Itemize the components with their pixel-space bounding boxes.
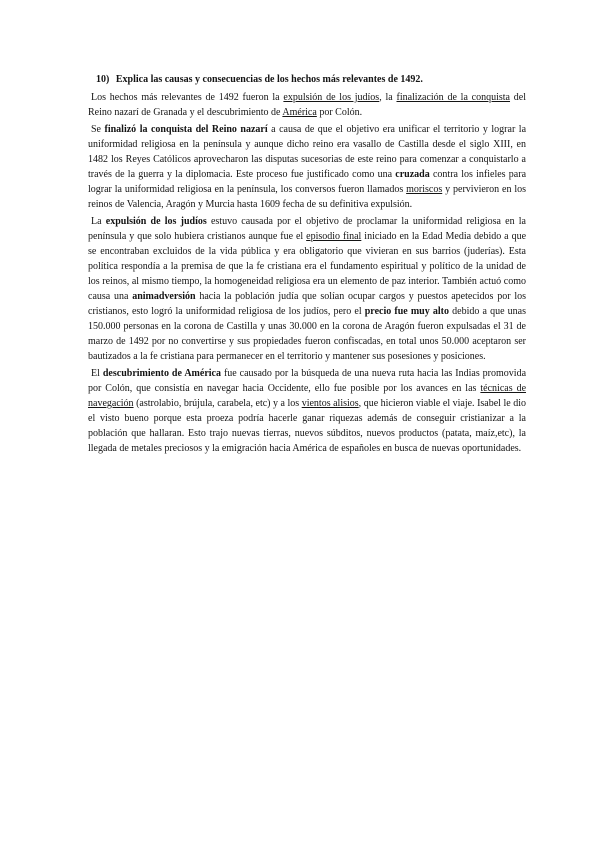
text-run: fue causado por la búsqueda de una nueva ruta hacia las Indias promovida por Colón, que consistía en navegar hacia Occidente, ello fue posible por los avances en las	[88, 368, 527, 394]
bold-term: animadversión	[132, 291, 196, 302]
text-run: del Reino nazarí de Granada y el descubrimiento de	[88, 92, 527, 118]
paragraph-descubrimiento	[88, 366, 526, 456]
text-run: iniciado en la Edad Media debido a que se encontraban excluidos de la vida pública y era obligatorio que vivieran en sus barrios (juderías). Esta política respondía a la premisa de que la fe cristiana era el fundamento espiritual y político de la unidad de los reinos, al mismo tiempo, la homogeneidad religiosa era un elemento de paz interior. También actuó como causa una	[88, 231, 527, 302]
text-run: estuvo causada por el objetivo de proclamar la uniformidad religiosa en la península y que solo hubiera cristianos aunque fue el	[88, 216, 526, 242]
underlined-term: vientos alisios	[301, 398, 359, 409]
bold-term: expulsión de los judíos	[105, 216, 207, 227]
underlined-term: episodio final	[306, 231, 362, 242]
underlined-term: técnicas de navegación	[88, 383, 527, 409]
underlined-term: moriscos	[406, 184, 443, 195]
underlined-term: finalización de la conquista	[396, 92, 511, 103]
text-run: El	[91, 368, 103, 379]
question-heading	[96, 72, 526, 87]
text-run: debido a que unas 150.000 personas en la corona de Castilla y unas 30.000 en la corona de Aragón fueron expulsadas el 31 de marzo de 1492 por no convertirse y sus propiedades fueron confiscadas, en total unos 50.000 aceptaron ser bautizados a la fe cristiana para permanecer en el territorio y mantener sus posesiones y posiciones.	[88, 306, 526, 362]
bold-term: cruzada	[395, 169, 430, 180]
paragraph-expulsion	[88, 214, 526, 364]
bold-term: descubrimiento de América	[102, 368, 221, 379]
text-run: por Colón.	[316, 107, 363, 118]
paragraph-intro	[88, 90, 526, 120]
text-run: hacia la población judía que solían ocupar cargos y puestos apetecidos por los cristianos, esto logró la uniformidad religiosa de los judíos, pero el	[88, 291, 526, 317]
text-run: , la	[379, 92, 397, 103]
text-run: a causa de que el objetivo era unificar el territorio y lograr la uniformidad religiosa en la península y aunque dicho reino era vasallo de Castilla desde el siglo XIII, en 1482 los Reyes Católicos aprovecharon las disputas sucesorias de este reino para comenzar a conquistarlo a través de la guerra y la diplomacia. Este proceso fue justificado como una	[88, 124, 527, 180]
bold-term: finalizó la conquista del Reino nazarí	[104, 124, 268, 135]
document-page	[88, 72, 526, 458]
text-run: , que hicieron viable el viaje. Isabel le dio el visto bueno porque esta proeza podría hacerle ganar riquezas además de conseguir cristianizar a la población que hallaran. Esto trajo nuevas tierras, nuevos súbditos, nuevos productos (patata, maíz,etc), la llegada de metales preciosos y la emigración hacia América de españoles en busca de nuevas oportunidades.	[88, 398, 526, 454]
bold-term: precio fue muy alto	[364, 306, 449, 317]
text-run: La	[91, 216, 106, 227]
question-number: 10)	[96, 74, 110, 85]
text-run: contra los infieles para lograr la uniformidad religiosa en la península, los conversos fueron llamados	[88, 169, 527, 195]
text-run: y pervivieron en los reinos de Valencia, Aragón y Murcia hasta 1609 fecha de su definitiva expulsión.	[88, 184, 527, 210]
underlined-term: expulsión de los judíos	[283, 92, 380, 103]
text-run: (astrolabio, brújula, carabela, etc) y a los	[133, 398, 302, 409]
question-text: Explica las causas y consecuencias de los hechos más relevantes de 1492.	[115, 74, 423, 85]
underlined-term: América	[282, 107, 317, 118]
text-run: Los hechos más relevantes de 1492 fueron la	[91, 92, 284, 103]
text-run: Se	[91, 124, 105, 135]
paragraph-conquista	[88, 122, 526, 212]
